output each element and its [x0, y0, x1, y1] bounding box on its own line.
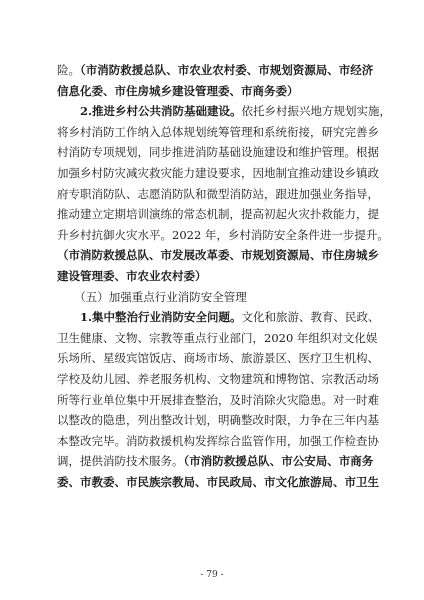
bold-text-segment: 2.推进乡村公共消防基础建设。 [57, 104, 242, 119]
text-line [57, 81, 373, 102]
text-line [57, 287, 373, 308]
text-line [57, 101, 392, 122]
text-segment: 本整改完毕。消防救援机构发挥综合监管作用，加强工作检查协 [57, 433, 379, 448]
text-line [57, 225, 389, 246]
text-line [57, 348, 379, 369]
text-line [57, 142, 379, 163]
text-segment: 府专职消防队、志愿消防队和微型消防站，跟进加强业务指导， [57, 186, 379, 201]
text-segment: 以整改的隐患，列出整改计划，明确整改时限，力争在三年内基 [57, 413, 379, 428]
bold-text-segment: （市消防救援总队、市公安局、市商务 [183, 454, 374, 469]
text-line [57, 431, 379, 452]
text-segment: 升乡村抗御火灾水平。2022 年，乡村消防安全条件进一步提升。 [57, 227, 389, 242]
text-line [57, 266, 373, 287]
bold-text-segment: 建设管理委、市农业农村委） [57, 268, 207, 283]
text-line [57, 369, 379, 390]
text-segment: 乐场所、星级宾馆饭店、商场市场、旅游景区、医疗卫生机构、 [57, 351, 379, 366]
text-line [57, 472, 379, 493]
text-line [57, 390, 379, 411]
text-segment: 将乡村消防工作纳入总体规划统筹管理和系统衔接，研究完善乡 [57, 124, 379, 139]
bold-text-segment: （市消防救援总队、市农业农村委、市规划资源局、市经济 [80, 63, 374, 77]
text-segment: 村消防专项规划，同步推进消防基础设施建设和维护管理。根据 [57, 145, 379, 160]
body-text [57, 60, 392, 492]
text-line [57, 60, 373, 81]
text-line [57, 451, 373, 472]
text-segment: 卫生健康、文物、宗教等重点行业部门，2020 年组织对文化娱 [57, 330, 378, 345]
bold-text-segment: 委、市教委、市民族宗教局、市民政局、市文化旅游局、市卫生 [57, 474, 379, 489]
text-line [57, 163, 379, 184]
text-line [57, 410, 379, 431]
text-segment: 学校及幼儿园、养老服务机构、文物建筑和博物馆、宗教活动场 [57, 371, 379, 386]
text-segment: 所等行业单位集中开展排查整治，及时消除火灾隐患。对一时难 [57, 392, 379, 407]
text-line [57, 245, 379, 266]
text-segment: 依托乡村振兴地方规划实施， [241, 104, 392, 119]
bold-text-segment: （市消防救援总队、市发展改革委、市规划资源局、市住房城乡 [57, 248, 379, 263]
text-segment: 加强乡村防灾减灾救灾能力建设要求，因地制宜推动建设乡镇政 [57, 165, 379, 180]
bold-text-segment: 1.集中整治行业消防安全问题。 [57, 310, 242, 325]
bold-text-segment: 信息化委、市住房城乡建设管理委、市商务委） [57, 83, 299, 98]
text-line [57, 122, 379, 143]
text-segment: 文化和旅游、教育、民政、 [241, 310, 380, 325]
text-segment: 险。 [57, 63, 80, 77]
text-line [57, 328, 378, 349]
text-line [57, 307, 380, 328]
text-segment: （五）加强重点行业消防安全管理 [57, 289, 247, 304]
text-line [57, 204, 379, 225]
text-segment: 调，提供消防技术服务。 [57, 454, 184, 469]
text-line [57, 184, 379, 205]
page-number: - 79 - [200, 570, 224, 580]
text-segment: 推动建立定期培训演练的常态机制，提高初起火灾扑救能力，提 [57, 207, 379, 222]
